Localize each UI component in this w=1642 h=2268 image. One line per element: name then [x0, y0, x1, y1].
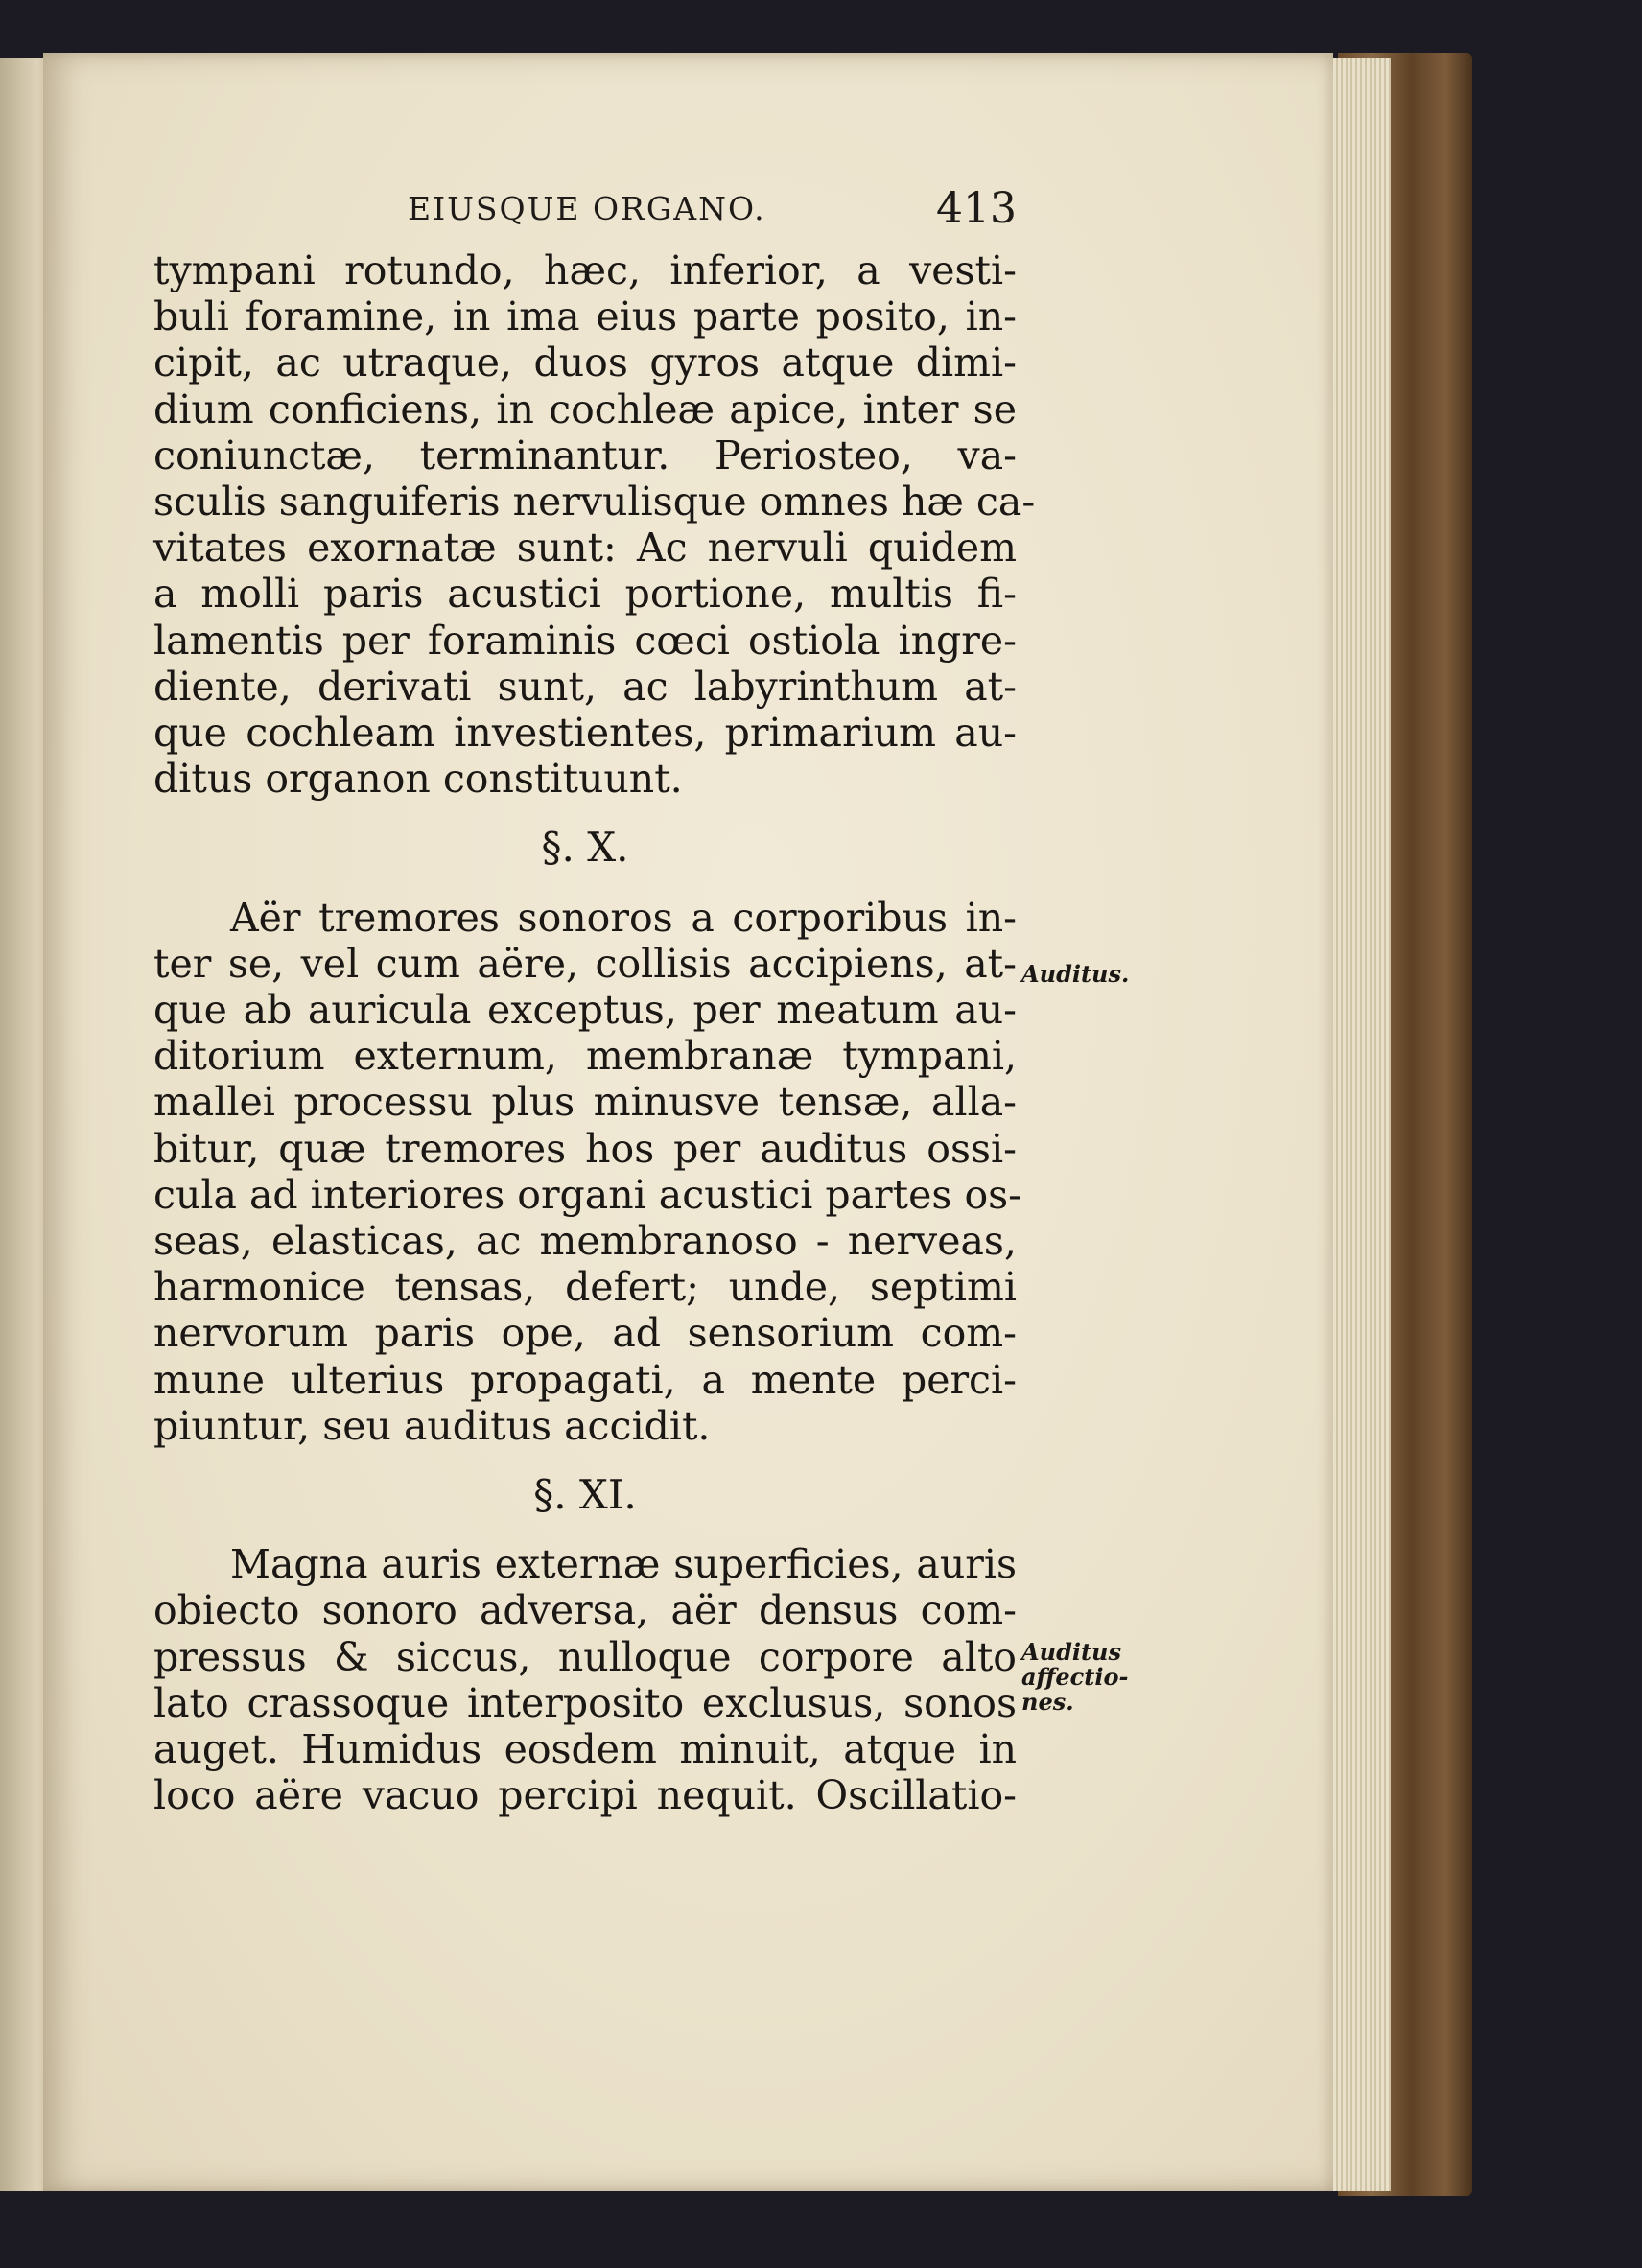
text-line: mallei processu plus minusve tensæ, alla- [153, 1079, 1017, 1126]
text-line: Magna auris externæ superficies, auris [230, 1541, 1017, 1588]
margin-note-line: Auditus [1021, 1638, 1122, 1666]
running-head-title: EIUSQUE ORGANO. [408, 190, 766, 227]
text-line: piuntur, seu auditus accidit. [153, 1402, 711, 1449]
text-line: tympani rotundo, hæc, inferior, a vesti- [153, 247, 1017, 293]
text-line: cula ad interiores organi acustici partes os- [153, 1171, 1022, 1218]
text-line: diente, derivati sunt, ac labyrinthum at- [153, 663, 1017, 710]
text-line: ditorium externum, membranæ tympani, [153, 1033, 1017, 1080]
text-line: auget. Humidus eosdem minuit, atque in [153, 1726, 1017, 1773]
text-line: obiecto sonoro adversa, aër densus com- [153, 1587, 1017, 1634]
text-line: mune ulterius propagati, a mente perci- [153, 1356, 1017, 1403]
section-heading-10: §. X. [541, 824, 629, 872]
text-line: que cochleam investientes, primarium au- [153, 709, 1017, 756]
text-line: sculis sanguiferis nervulisque omnes hæ ca- [153, 478, 1036, 525]
body-text [153, 247, 1036, 1819]
text-line: loco aëre vacuo percipi nequit. Oscillatio- [153, 1772, 1017, 1819]
margin-note-line: affectio- [1021, 1663, 1129, 1691]
margin-note-auditus [1021, 962, 1129, 987]
text-line: coniunctæ, terminantur. Periosteo, va- [153, 432, 1017, 479]
text-line: seas, elasticas, ac membranoso - nerveas, [153, 1217, 1017, 1264]
text-line: cipit, ac utraque, duos gyros atque dimi- [153, 339, 1017, 386]
text-line: a molli paris acustici portione, multis fi- [153, 571, 1017, 618]
text-line: pressus & siccus, nulloque corpore alto [153, 1633, 1017, 1680]
text-line: ditus organon constituunt. [153, 756, 683, 803]
page-number: 413 [936, 184, 1017, 233]
text-line: que ab auricula exceptus, per meatum au- [153, 987, 1017, 1034]
text-line: ter se, vel cum aëre, collisis accipiens, at- [153, 940, 1017, 987]
text-line: bitur, quæ tremores hos per auditus ossi- [153, 1125, 1017, 1172]
text-line: dium conficiens, in cochleæ apice, inter se [153, 386, 1017, 433]
text-line: vitates exornatæ sunt: Ac nervuli quidem [153, 525, 1017, 572]
page-edges [1324, 58, 1391, 2191]
text-line: nervorum paris ope, ad sensorium com- [153, 1310, 1017, 1357]
text-line: Aër tremores sonoros a corporibus in- [230, 894, 1017, 941]
text-line: buli foramine, in ima eius parte posito, in- [153, 293, 1017, 340]
section-heading-11: §. XI. [533, 1470, 637, 1518]
margin-note-line: nes. [1021, 1688, 1074, 1716]
text-line: harmonice tensas, defert; unde, septimi [153, 1264, 1017, 1311]
running-head [408, 184, 1017, 238]
margin-note-text: Auditus. [1021, 960, 1130, 988]
margin-note-affectiones [1021, 1640, 1128, 1715]
text-line: lato crassoque interposito exclusus, sonos [153, 1679, 1017, 1726]
text-line: lamentis per foraminis cœci ostiola ingre- [153, 617, 1017, 664]
